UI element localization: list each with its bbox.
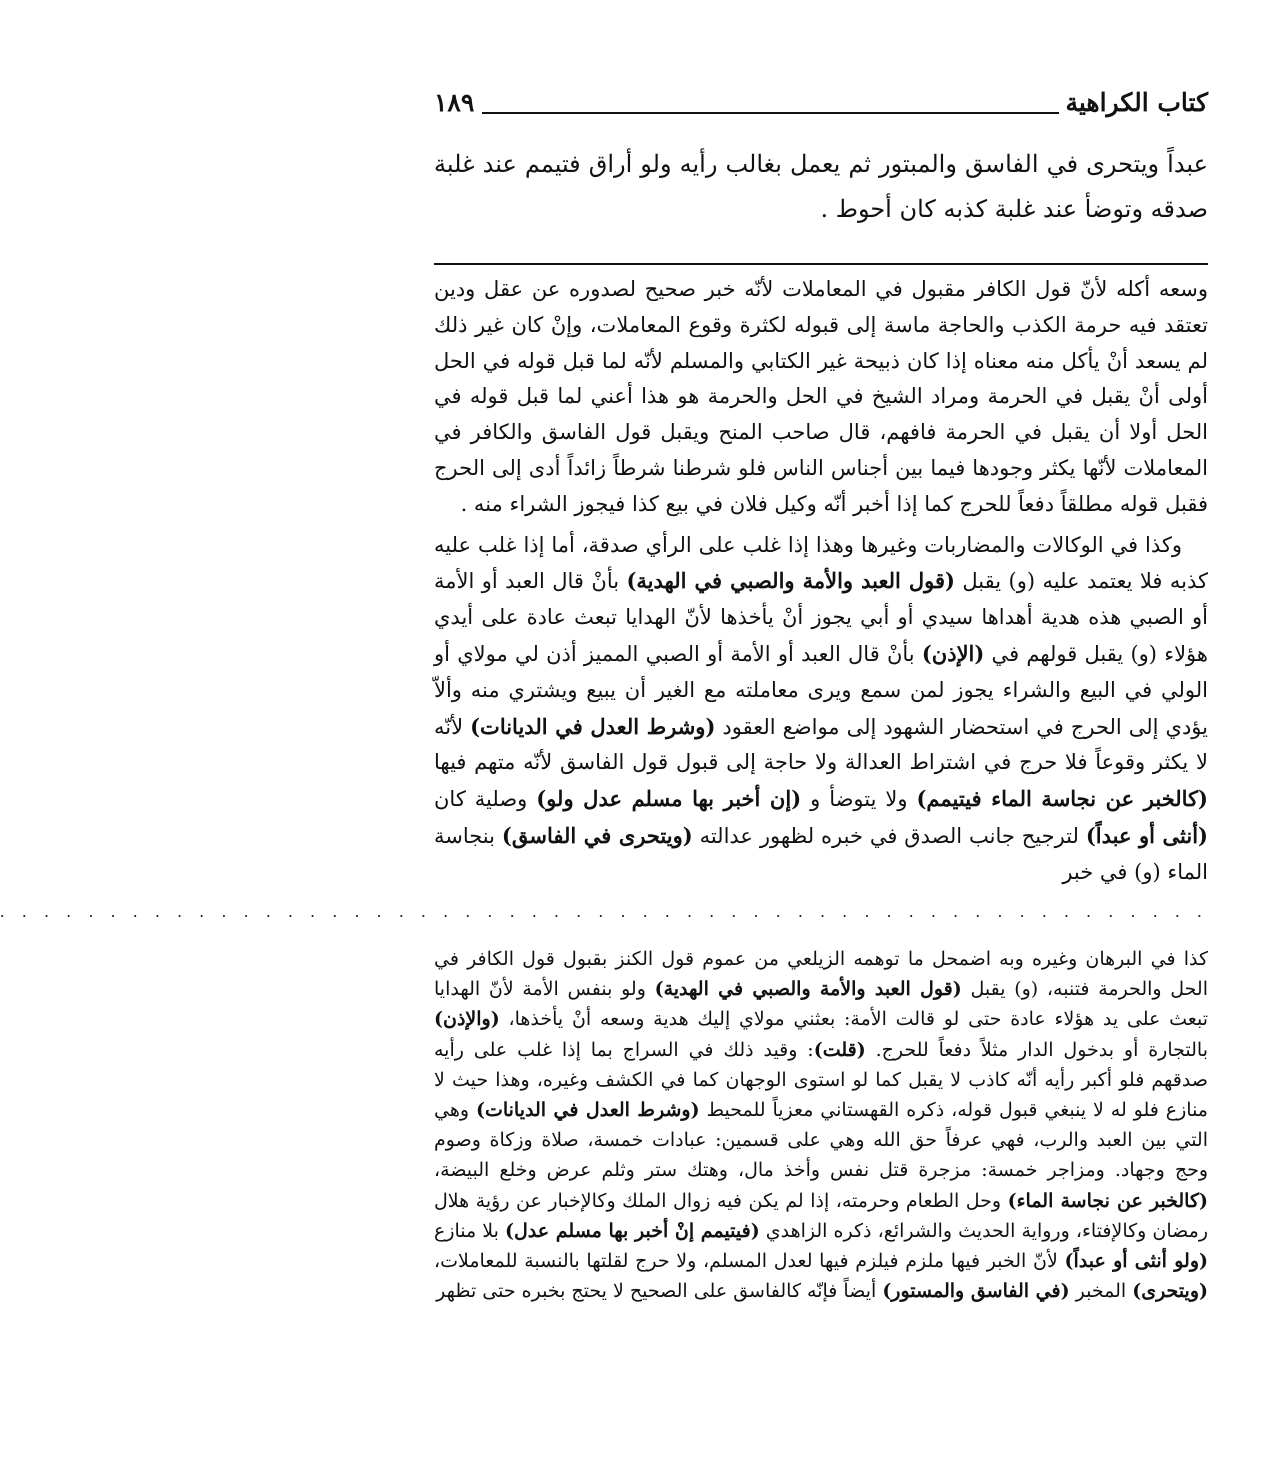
footnote-text: أيضاً فإنّه كالفاسق على الصحيح لا يحتج بخبره حتى تظهر [436, 1280, 883, 1303]
footnote-quote: (ولو أنثى أو عبداً) [1064, 1250, 1208, 1273]
commentary-separator [434, 263, 1208, 265]
footnote-quote: (ويتحرى) [1132, 1280, 1208, 1303]
footnote-text: وحل الطعام وحرمته، إذا لم يكن فيه زوال الملك وكالإخبار عن رؤية هلال رمضان وكالإفتاء، ورواية الحديث والشرائع، ذكره الزاهدي [434, 1189, 1209, 1242]
commentary-quote: (وشرط العدل في الديانات) [470, 713, 716, 739]
commentary-text: وصلية كان [434, 787, 537, 812]
footnote-quote: (قول العبد والأمة والصبي في الهدية) [654, 978, 962, 1001]
main-text: عبداً ويتحرى في الفاسق والمبتور ثم يعمل بغالب رأيه ولو أراق فتيمم عند غلبة صدقه وتوضأ عند غلبة كذبه كان أحوط . [434, 150, 1208, 223]
commentary-text: ولا يتوضأ و [801, 787, 917, 812]
footnote-quote: (قلت) [813, 1038, 866, 1061]
commentary-text: بنجاسة الماء (و) في خبر [434, 823, 1208, 884]
commentary-text: لأنّه لا يكثر وقوعاً فلا حرج في اشتراط العدالة ولا حاجة إلى قبول قول الفاسق لأنّه متهم فيها [434, 714, 1208, 775]
footnote-quote: (كالخبر عن نجاسة الماء) [1007, 1189, 1208, 1212]
footnote-text: المخبر [1069, 1280, 1133, 1303]
footnote-quote: (وشرط العدل في الديانات) [475, 1099, 700, 1122]
footnote-text: ولو بنفس الأمة لأنّ الهدايا تبعث على يد هؤلاء عادة حتى لو قالت الأمة: بعثني مولاي إليك هدية وسعه أنْ يأخذها، [434, 978, 1208, 1031]
commentary-text: بأنْ قال العبد أو الأمة أو الصبي المميز أذن لي مولاي أو الولي في البيع والشراء يجوز لمن سمع ويرى معاملته مع الغير أن يبيع ويشتري منه وألاّ يؤدي إلى الحرج في استحضار الشهود إلى مواضع العقود [434, 641, 1209, 739]
commentary-text: بأنْ قال العبد أو الأمة أو الصبي هذه هدية أهداها سيدي أو أبي يجوز أنْ يأخذها لأنّ الهدايا تبعث عادة على أيدي هؤلاء (و) يقبل قولهم في [434, 569, 1208, 666]
running-header [434, 88, 1208, 128]
footnote-quote: (في الفاسق والمستور) [882, 1280, 1070, 1303]
commentary-quote: (إن أخبر بها مسلم عدل ولو) [536, 786, 802, 812]
footnote-text: لأنّ الخبر فيها ملزم فيلزم فيها لعدل المسلم، ولا حرج لقلتها بالنسبة للمعاملات، [434, 1250, 1065, 1273]
commentary-text: لترجيح جانب الصدق في خبره لظهور عدالته [692, 823, 1086, 848]
commentary-quote: (كالخبر عن نجاسة الماء فيتيمم) [916, 786, 1208, 812]
footnote-quote: (فيتيمم إنْ أخبر بها مسلم عدل) [505, 1219, 760, 1242]
page-number: ١٨٩ [434, 88, 478, 117]
commentary-quote: (أنثى أو عبداً) [1085, 822, 1208, 848]
commentary-quote: (قول العبد والأمة والصبي في الهدية) [626, 568, 955, 594]
chapter-title: كتاب الكراهية [1059, 88, 1208, 117]
footnote-quote: (والإذن) [434, 1008, 500, 1031]
commentary-paragraph [434, 528, 1208, 891]
commentary-quote: (ويتحرى في الفاسق) [501, 822, 693, 848]
header-rule [482, 112, 1090, 114]
footnote-text: كذا في البرهان وغيره وبه اضمحل ما توهمه الزيلعي من عموم قول الكنز بقبول قول الكافر في الحل والحرمة فتنبه، (و) يقبل [434, 948, 1208, 1001]
footnote-text: بالتجارة أو بدخول الدار مثلاً دفعاً للحرج. [865, 1038, 1208, 1061]
commentary-quote: (الإذن) [921, 640, 985, 666]
footnote-text: : وقيد ذلك في السراج بما إذا غلب على رأيه صدقهم فلو أكبر رأيه أنّه كاذب لا يقبل كما لو استوى الوجهان كما في الكشف وغيره، وهذا حيث لا منازع فلو له لا ينبغي قبول قوله، ذكره القهستاني معزياً للمحيط [434, 1038, 1208, 1122]
footnote [434, 944, 1208, 1306]
commentary [434, 272, 1208, 891]
commentary-paragraph: وسعه أكله لأنّ قول الكافر مقبول في المعاملات لأنّه خبر صحيح لصدوره عن عقل ودين تعتقد فيه حرمة الكذب والحاجة ماسة إلى قبوله لكثرة وقوع المعاملات، وإنْ كان غير ذلك لم يسعد أنْ يأكل منه معناه إذا كان ذبيحة غير الكتابي والمسلم لأنّه لما قبل قوله في الحل أولى أنْ يقبل في الحرمة ومراد الشيخ في الحل والحرمة هو هذا أعني لما قبل قوله في الحل أولا أن يقبل في الحرمة فافهم، قال صاحب المنح ويقبل قول الفاسق والكافر في المعاملات لأنّها يكثر وجودها فيما بين أجناس الناس فلو شرطنا شرطاً زائداً أدى إلى الحرج فقبل قوله مطلقاً دفعاً للحرج كما إذا أخبر أنّه وكيل فلان في بيع كذا فيجوز الشراء منه . [434, 277, 1208, 516]
dotted-divider: . . . . . . . . . . . . . . . . . . . . . . . . . . . . . . . . . . . . . . . . . . . . . . . . . . . . . . . [0, 902, 1208, 921]
commentary-text: وكذا في الوكالات والمضاربات وغيرها وهذا إذا غلب على الرأي صدقة، أما إذا غلب عليه كذبه فلا يعتمد عليه (و) يقبل [434, 532, 1208, 594]
footnote-text: وهي التي بين العبد والرب، فهي عرفاً حق الله وهي على قسمين: عبادات خمسة، صلاة وزكاة وصوم وحج وجهاد. ومزاجر خمسة: مزجرة قتل نفس وأخذ مال، وهتك ستر وثلم عرض وخلع البيضة، [434, 1099, 1208, 1182]
footnote-text: بلا منازع [434, 1219, 506, 1242]
